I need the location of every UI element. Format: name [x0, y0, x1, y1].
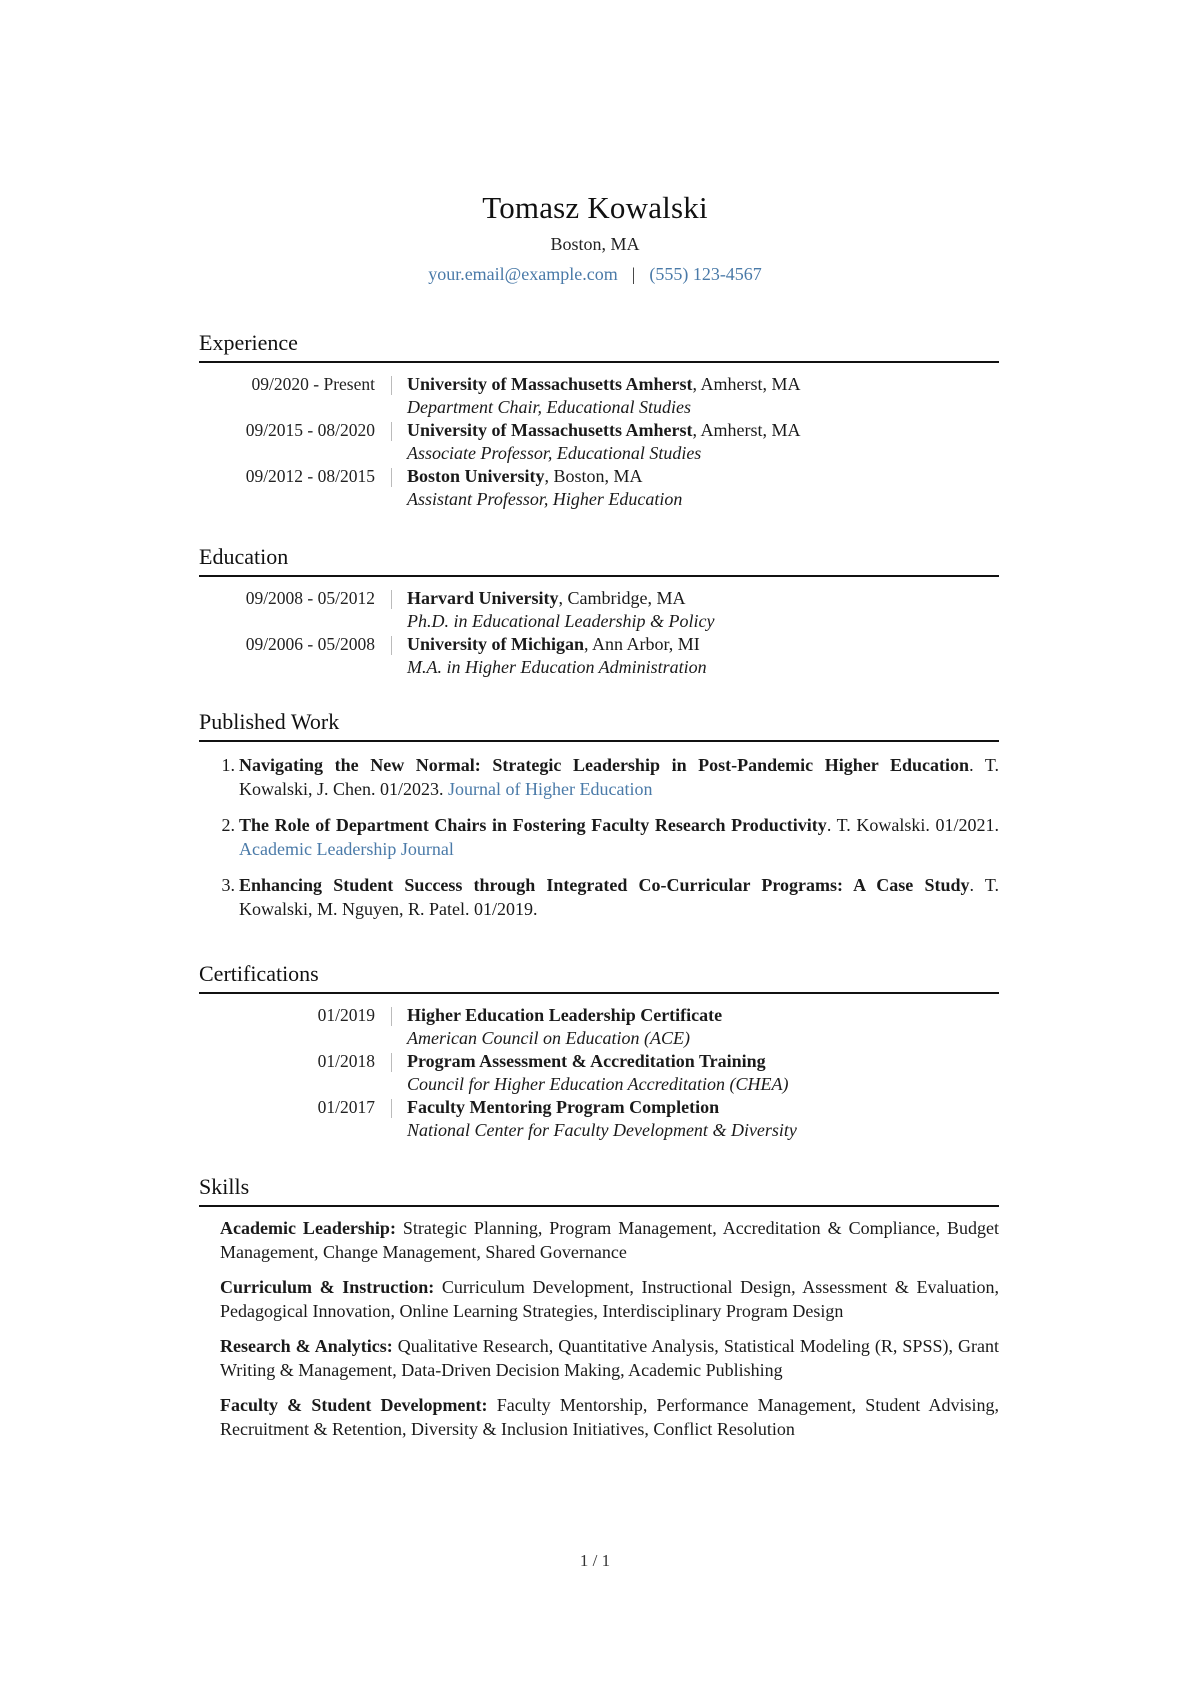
publication-details: . T. Kowalski. 01/2021. — [826, 815, 999, 835]
publication-item — [199, 874, 999, 921]
entry-organization: Harvard University — [407, 588, 559, 608]
contact-line — [0, 262, 1190, 286]
certification-entry — [199, 1050, 999, 1096]
skill-group — [220, 1276, 999, 1323]
certification-entry — [199, 1004, 999, 1050]
entry-role: Assistant Professor, Higher Education — [407, 489, 683, 509]
publication-number: 2. — [221, 815, 235, 835]
email-link[interactable]: your.email@example.com — [428, 264, 618, 284]
entry-divider — [375, 633, 407, 655]
experience-entry — [199, 419, 999, 465]
entry-organization: University of Massachusetts Amherst — [407, 420, 693, 440]
phone-link[interactable]: (555) 123-4567 — [649, 264, 762, 284]
section-rule — [199, 740, 999, 742]
section-rule — [199, 992, 999, 994]
entry-divider — [375, 1050, 407, 1072]
experience-entry — [199, 373, 999, 419]
skill-group — [220, 1217, 999, 1264]
experience-entry — [199, 465, 999, 511]
entry-place: , Cambridge, MA — [558, 588, 686, 608]
skills-section — [199, 1173, 999, 1453]
skill-text: Curriculum Development, Instructional Design, Assessment & Evaluation, Pedagogical Innovation, Online Learning Strategies, Interdisciplinary Program Design — [220, 1277, 999, 1321]
entry-degree: Ph.D. in Educational Leadership & Policy — [407, 611, 715, 631]
publication-details: . T. Kowalski, J. Chen. 01/2023. — [239, 755, 999, 799]
skill-category: Academic Leadership: — [220, 1218, 396, 1238]
skill-text: Faculty Mentorship, Performance Management, Student Advising, Recruitment & Retention, Diversity & Inclusion Initiatives, Conflict Resolution — [220, 1395, 999, 1439]
entry-place: , Amherst, MA — [692, 420, 801, 440]
entry-place: , Boston, MA — [544, 466, 643, 486]
entry-date: 09/2006 - 05/2008 — [245, 634, 375, 654]
publication-item — [199, 754, 999, 801]
skill-group — [220, 1394, 999, 1441]
entry-role: Associate Professor, Educational Studies — [407, 443, 702, 463]
entry-organization: University of Michigan — [407, 634, 584, 654]
publication-number: 3. — [221, 875, 235, 895]
certifications-section — [199, 960, 999, 1142]
publication-venue-link[interactable]: Journal of Higher Education — [448, 778, 653, 799]
publications-section — [199, 708, 999, 934]
section-title-certifications: Certifications — [199, 961, 319, 986]
entry-divider — [375, 419, 407, 441]
section-title-experience: Experience — [199, 330, 298, 355]
publication-title: The Role of Department Chairs in Fostering Faculty Research Productivity — [239, 815, 827, 835]
entry-date: 09/2015 - 08/2020 — [245, 420, 375, 440]
contact-separator: | — [631, 264, 636, 284]
entry-role: Department Chair, Educational Studies — [407, 397, 691, 417]
skill-text: Strategic Planning, Program Management, Accreditation & Compliance, Budget Management, Change Management, Shared Governance — [220, 1218, 999, 1262]
entry-divider — [375, 465, 407, 487]
skill-text: Qualitative Research, Quantitative Analysis, Statistical Modeling (R, SPSS), Grant Writing & Management, Data-Driven Decision Making, Academic Publishing — [220, 1336, 999, 1380]
section-rule — [199, 575, 999, 577]
entry-date: 09/2008 - 05/2012 — [245, 588, 375, 608]
entry-degree: M.A. in Higher Education Administration — [407, 657, 707, 677]
skill-category: Faculty & Student Development: — [220, 1395, 488, 1415]
experience-section — [199, 329, 999, 511]
page-number: 1 / 1 — [579, 1551, 611, 1570]
certification-name: Faculty Mentoring Program Completion — [407, 1097, 720, 1117]
publication-list — [199, 754, 999, 921]
education-section — [199, 543, 999, 679]
entry-date: 01/2017 — [317, 1097, 375, 1117]
education-entry — [199, 587, 999, 633]
entry-date: 01/2018 — [317, 1051, 375, 1071]
entry-organization: University of Massachusetts Amherst — [407, 374, 693, 394]
entry-organization: Boston University — [407, 466, 545, 486]
section-rule — [199, 361, 999, 363]
entry-divider — [375, 1096, 407, 1118]
entry-place: , Amherst, MA — [692, 374, 801, 394]
publication-item — [199, 814, 999, 861]
certification-issuer: National Center for Faculty Development & Diversity — [407, 1120, 797, 1140]
publication-number: 1. — [221, 755, 235, 775]
skill-category: Curriculum & Instruction: — [220, 1277, 435, 1297]
resume-header — [0, 188, 1190, 286]
certification-entry — [199, 1096, 999, 1142]
entry-date: 09/2020 - Present — [251, 374, 375, 394]
certification-issuer: Council for Higher Education Accreditation (CHEA) — [407, 1074, 789, 1094]
person-name: Tomasz Kowalski — [482, 190, 708, 225]
skill-category: Research & Analytics: — [220, 1336, 393, 1356]
publication-title: Navigating the New Normal: Strategic Leadership in Post-Pandemic Higher Education — [239, 755, 970, 775]
publication-title: Enhancing Student Success through Integrated Co-Curricular Programs: A Case Study — [239, 875, 970, 895]
skill-group — [220, 1335, 999, 1382]
entry-date: 09/2012 - 08/2015 — [245, 466, 375, 486]
certification-issuer: American Council on Education (ACE) — [407, 1028, 690, 1048]
entry-divider — [375, 1004, 407, 1026]
entry-divider — [375, 587, 407, 609]
section-title-education: Education — [199, 544, 289, 569]
section-title-publications: Published Work — [199, 709, 340, 734]
publication-venue-link[interactable]: Academic Leadership Journal — [239, 838, 454, 859]
certification-name: Program Assessment & Accreditation Training — [407, 1051, 766, 1071]
entry-place: , Ann Arbor, MI — [584, 634, 700, 654]
education-entry — [199, 633, 999, 679]
section-title-skills: Skills — [199, 1174, 250, 1199]
skill-list — [199, 1217, 999, 1441]
entry-divider — [375, 373, 407, 395]
publication-details: . T. Kowalski, M. Nguyen, R. Patel. 01/2019. — [239, 875, 999, 919]
entry-date: 01/2019 — [317, 1005, 375, 1025]
section-rule — [199, 1205, 999, 1207]
certification-name: Higher Education Leadership Certificate — [407, 1005, 723, 1025]
location: Boston, MA — [550, 234, 640, 254]
